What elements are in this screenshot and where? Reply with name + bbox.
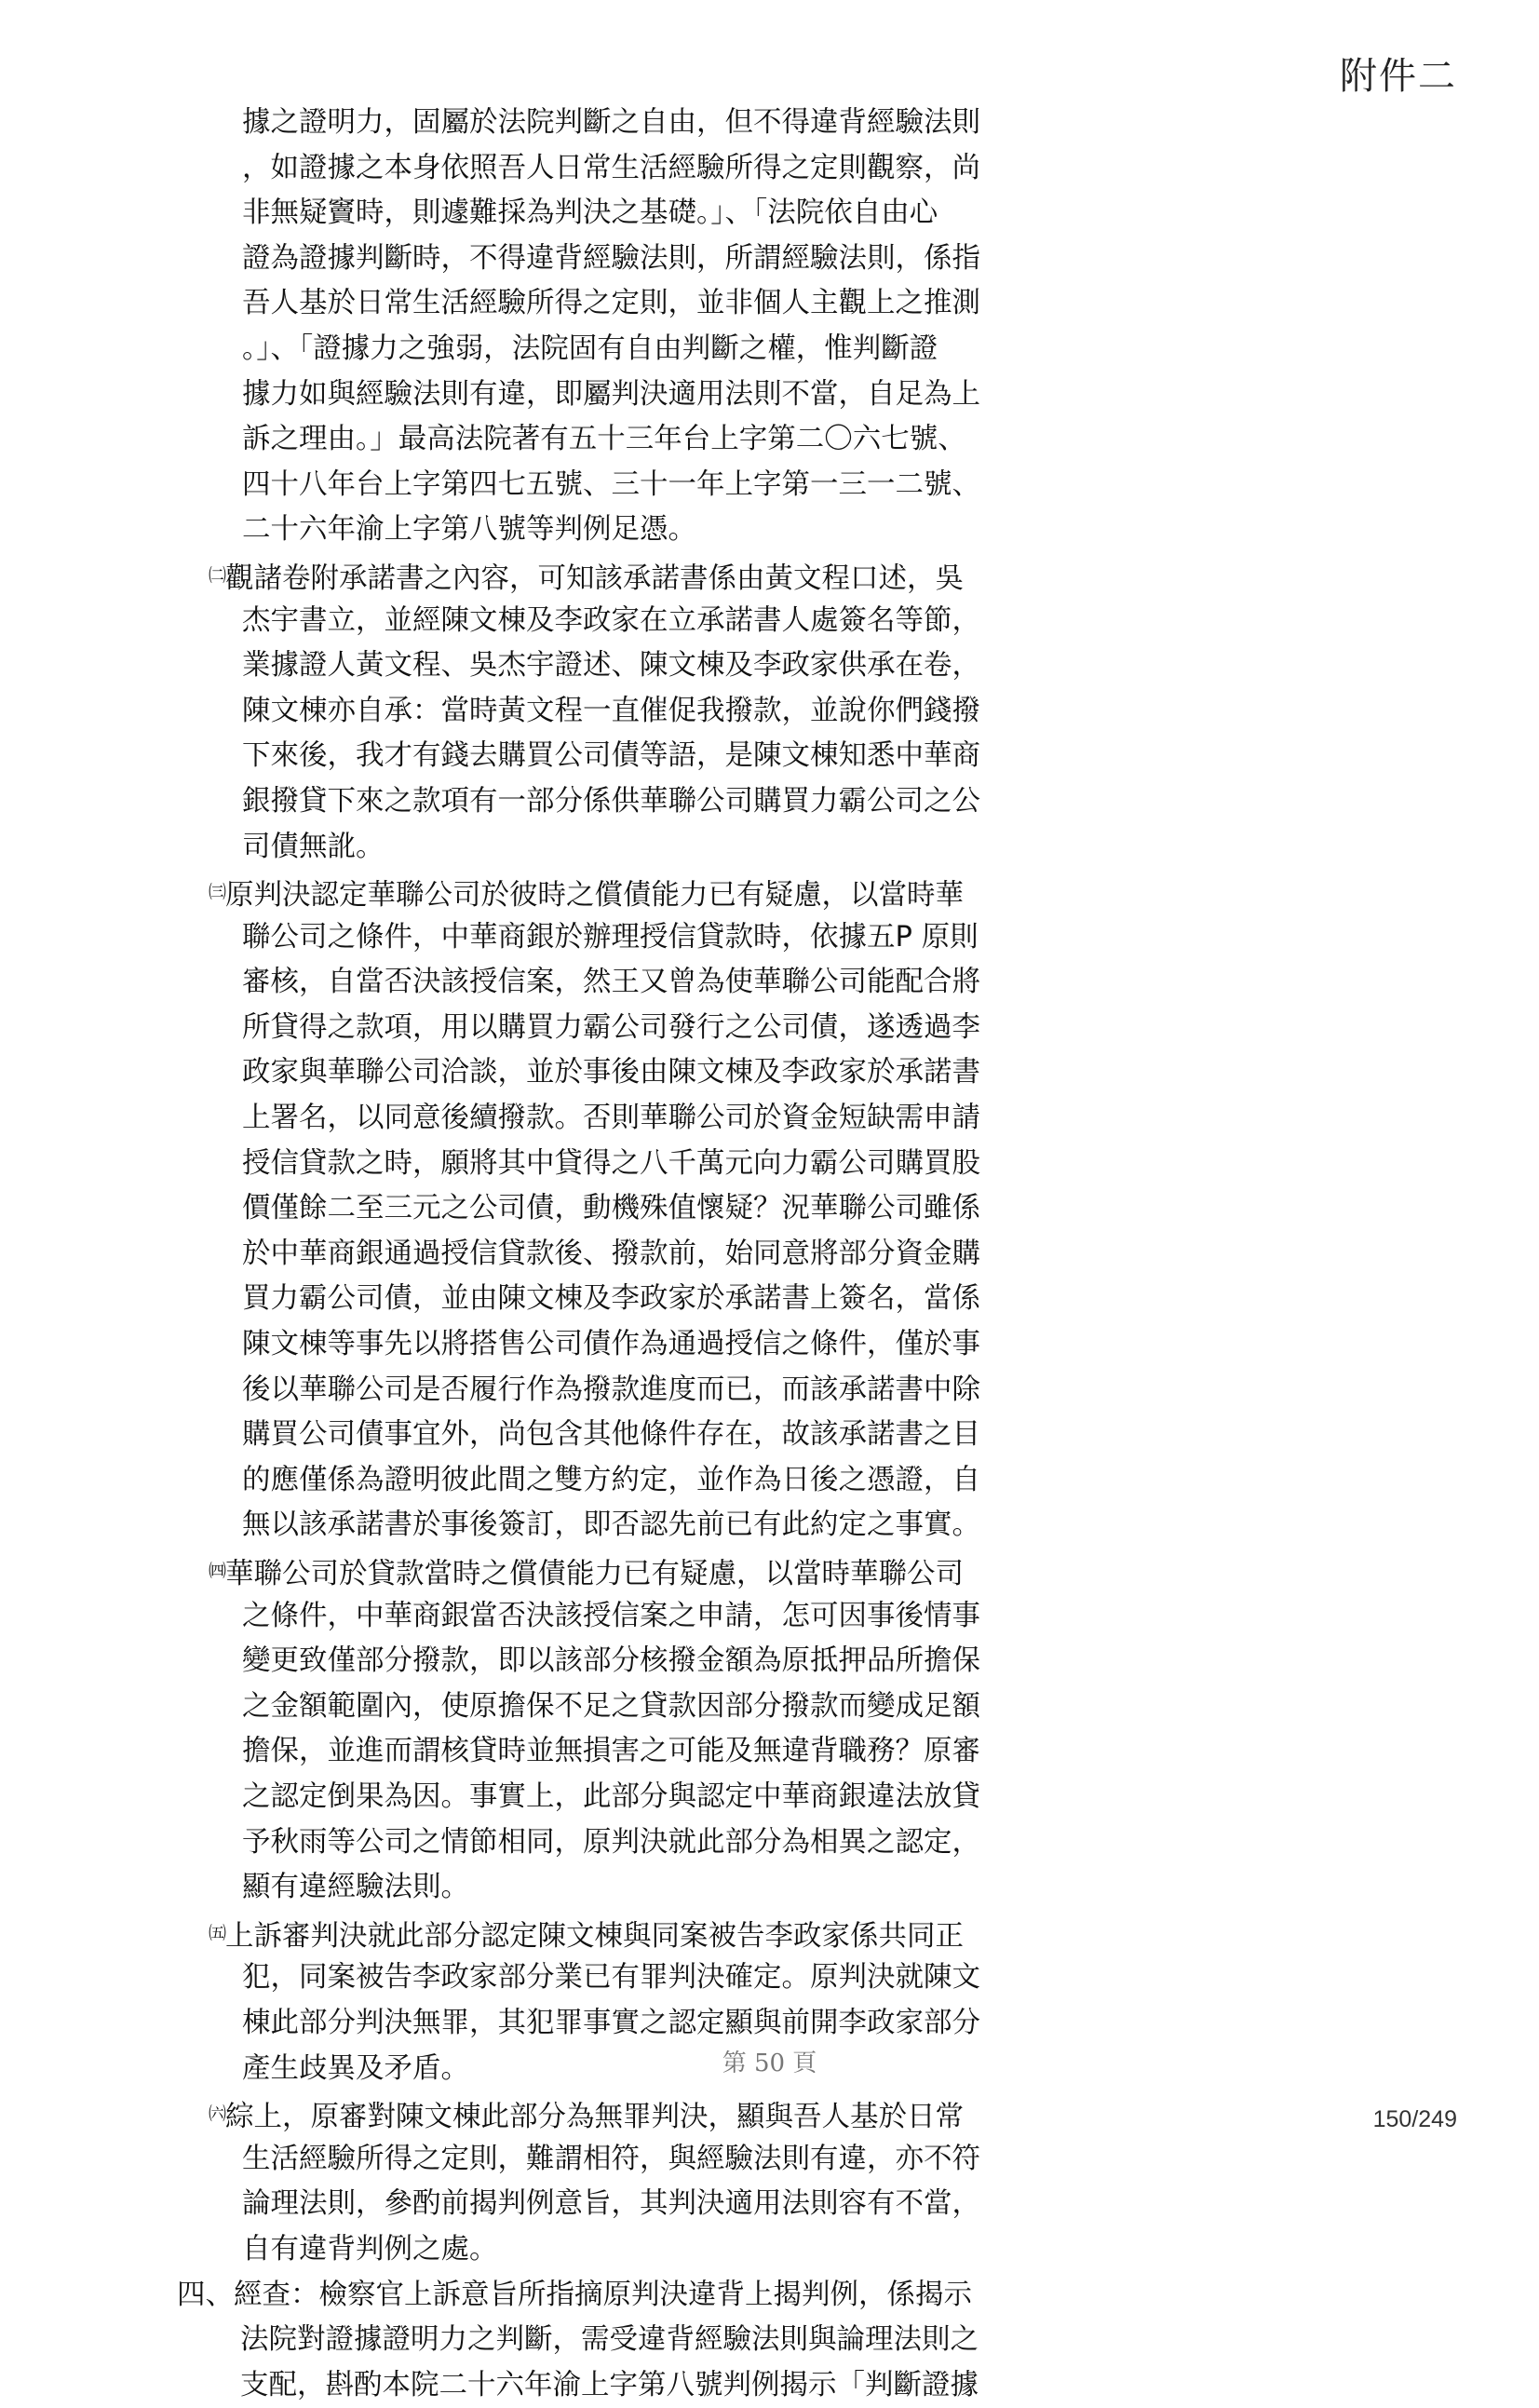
text-line: 擔保，並進而謂核貸時並無損害之可能及無違背職務？原審 [242, 1735, 980, 1767]
item-marker: ㈣ [209, 1561, 225, 1581]
text-line: 二十六年渝上字第八號等判例足憑。 [242, 513, 696, 546]
text-line: 犯，同案被告李政家部分業已有罪判決確定。原判決就陳文 [242, 1961, 980, 1994]
text-line: 四十八年台上字第四七五號、三十一年上字第一三一二號、 [242, 468, 980, 501]
page-number: 第 50 頁 [0, 2044, 1539, 2078]
text-line: 變更致僅部分撥款，即以該部分核撥金額為原抵押品所擔保 [242, 1644, 980, 1677]
text-line: 非無疑竇時，則遽難採為判決之基礎。」、「法院依自由心 [242, 196, 938, 229]
text-line: 購買公司債事宜外，尚包含其他條件存在，故該承諾書之目 [242, 1418, 980, 1451]
text-line: 於中華商銀通過授信貸款後、撥款前，始同意將部分資金購 [242, 1238, 980, 1270]
text-line: 經查：檢察官上訴意旨所指摘原判決違背上揭判例，係揭示 [234, 2279, 972, 2311]
item-marker: ㈥ [209, 2104, 225, 2124]
text-line: 論理法則，參酌前揭判例意旨，其判決適用法則容有不當， [242, 2187, 980, 2220]
text-line: 審核，自當否決該授信案，然王又曾為使華聯公司能配合將 [242, 966, 980, 998]
text-line: 棟此部分判決無罪，其犯罪事實之認定顯與前開李政家部分 [242, 2007, 980, 2039]
text-line: 原判決認定華聯公司於彼時之償債能力已有疑慮，以當時華 [225, 879, 964, 912]
text-line: 綜上，原審對陳文棟此部分為無罪判決，顯與吾人基於日常 [225, 2101, 964, 2133]
text-line: 華聯公司於貸款當時之償債能力已有疑慮，以當時華聯公司 [225, 1558, 964, 1590]
text-line: 上訴審判決就此部分認定陳文棟與同案被告李政家係共同正 [225, 1920, 964, 1953]
numbered-item [184, 2091, 948, 2272]
text-line: 授信貸款之時，願將其中貸得之八千萬元向力霸公司購買股 [242, 1147, 980, 1180]
attachment-label: 附件二 [1340, 47, 1457, 100]
section-paragraph [182, 2273, 948, 2408]
text-line: 上署名，以同意後續撥款。否則華聯公司於資金短缺需申請 [242, 1102, 980, 1134]
text-line: 所貸得之款項，用以購買力霸公司發行之公司債，遂透過李 [242, 1011, 980, 1044]
numbered-item [184, 1549, 948, 1911]
text-line: 法院對證據證明力之判斷，需受違背經驗法則與論理法則之 [240, 2323, 979, 2356]
text-line: 政家與華聯公司洽談，並於事後由陳文棟及李政家於承諾書 [242, 1056, 980, 1089]
text-line: 聯公司之條件，中華商銀於辦理授信貸款時，依據五P 原則 [242, 921, 979, 954]
text-line: 顯有違經驗法則。 [242, 1871, 469, 1903]
text-line: 價僅餘二至三元之公司債，動機殊值懷疑？況華聯公司雖係 [242, 1192, 980, 1224]
text-line: 產生歧異及矛盾。 [242, 2052, 469, 2085]
text-line: 陳文棟等事先以將搭售公司債作為通過授信之條件，僅於事 [242, 1328, 980, 1360]
numbered-item [184, 870, 948, 1549]
text-line: 下來後，我才有錢去購買公司債等語，是陳文棟知悉中華商 [242, 739, 980, 772]
item-marker: ㈤ [209, 1923, 225, 1943]
text-line: 之認定倒果為因。事實上，此部分與認定中華商銀違法放貸 [242, 1780, 980, 1813]
text-line: 證為證據判斷時，不得違背經驗法則，所謂經驗法則，係指 [242, 242, 980, 275]
text-line: 陳文棟亦自承：當時黃文程一直催促我撥款，並說你們錢撥 [242, 695, 980, 727]
text-line: 之金額範圍內，使原擔保不足之貸款因部分撥款而變成足額 [242, 1690, 980, 1723]
text-line: 生活經驗所得之定則，難謂相符，與經驗法則有違，亦不符 [242, 2143, 980, 2175]
text-line: 予秋雨等公司之情節相同，原判決就此部分為相異之認定， [242, 1826, 980, 1859]
text-line: 後以華聯公司是否履行作為撥款進度而已，而該承諾書中除 [242, 1373, 980, 1406]
text-line: 自有違背判例之處。 [242, 2233, 498, 2266]
text-line: 據力如與經驗法則有違，即屬判決適用法則不當，自足為上 [242, 378, 980, 411]
numbered-item [184, 553, 948, 870]
text-line: 吾人基於日常生活經驗所得之定則，並非個人主觀上之推測 [242, 287, 980, 319]
text-line: 支配，斟酌本院二十六年渝上字第八號判例揭示「判斷證據 [240, 2369, 979, 2401]
item-marker: ㈡ [209, 565, 225, 586]
text-line: 司債無訛。 [242, 831, 385, 863]
text-line: 。」、「證據力之強弱，法院固有自由判斷之權，惟判斷證 [242, 332, 938, 365]
text-line: 之條件，中華商銀當否決該授信案之申請，怎可因事後情事 [242, 1600, 980, 1632]
text-line: ，如證據之本身依照吾人日常生活經驗所得之定則觀察，尚 [242, 152, 980, 184]
text-line: 據之證明力，固屬於法院判斷之自由，但不得違背經驗法則 [242, 106, 980, 139]
text-line: 觀諸卷附承諾書之內容，可知該承諾書係由黃文程口述，吳 [225, 562, 964, 595]
text-line: 無以該承諾書於事後簽訂，即否認先前已有此約定之事實。 [242, 1508, 980, 1541]
page-count: 150/249 [1373, 2106, 1457, 2133]
text-line: 買力霸公司債，並由陳文棟及李政家於承諾書上簽名，當係 [242, 1282, 980, 1315]
item-marker: ㈢ [209, 882, 225, 902]
paragraph-continuation [184, 101, 948, 553]
text-line: 的應僅係為證明彼此間之雙方約定，並作為日後之憑證，自 [242, 1464, 980, 1496]
text-line: 銀撥貸下來之款項有一部分係供華聯公司購買力霸公司之公 [242, 785, 980, 818]
text-line: 訴之理由。」最高法院著有五十三年台上字第二〇六七號、 [242, 423, 966, 455]
text-line: 杰宇書立，並經陳文棟及李政家在立承諾書人處簽名等節， [242, 604, 980, 637]
text-line: 業據證人黃文程、吳杰宇證述、陳文棟及李政家供承在卷， [242, 649, 980, 682]
section-marker: 四、 [177, 2279, 234, 2311]
